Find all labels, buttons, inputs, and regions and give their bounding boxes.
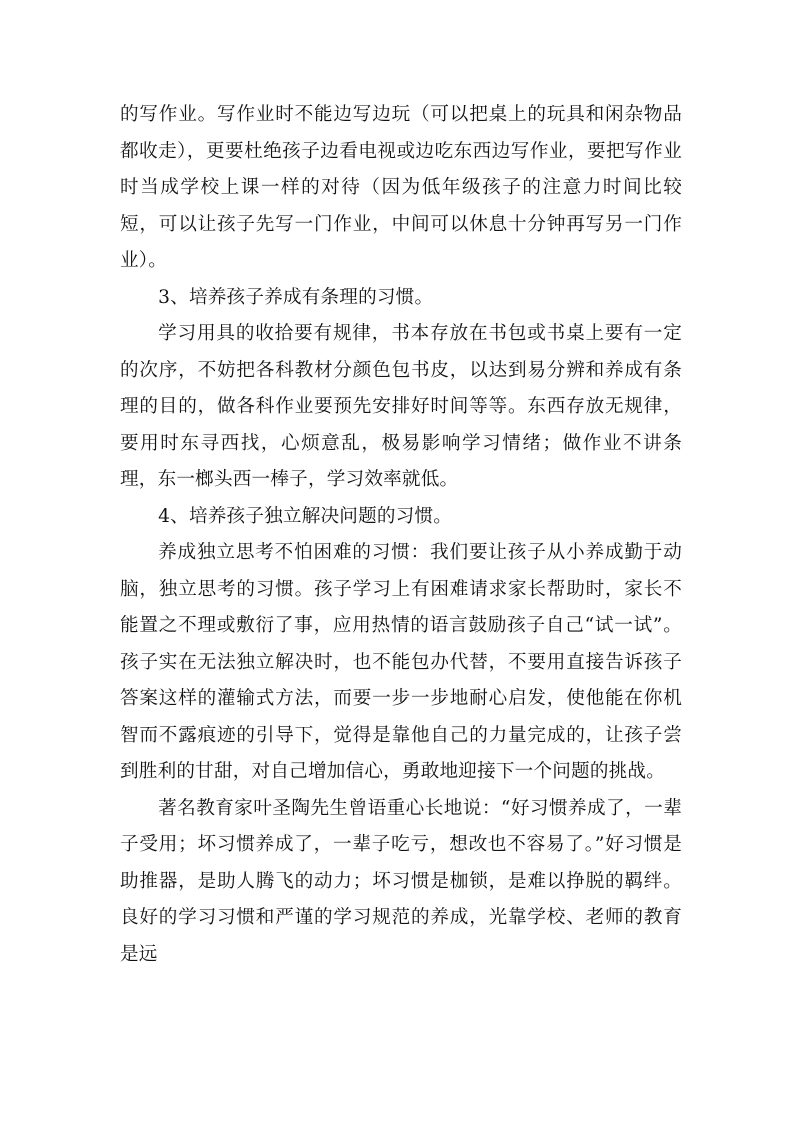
paragraph-independence: 养成独立思考不怕困难的习惯：我们要让孩子从小养成勤于动脑，独立思考的习惯。孩子学习上有困难请求家长帮助时，家长不能置之不理或敷衍了事，应用热情的语言鼓励孩子自己“试一试”。孩子实在无法独立解决时，也不能包办代替，不要用直接告诉孩子答案这样的灌输式方法，而要一步一步地耐心启发，使他能在你机智而不露痕迹的引导下，觉得是靠他自己的力量完成的，让孩子尝到胜利的甘甜，对自己增加信心，勇敢地迎接下一个问题的挑战。	[120, 542, 682, 782]
document-body	[120, 97, 682, 973]
section-heading-orderliness: 3、培养孩子养成有条理的习惯。	[158, 286, 434, 308]
paragraph-homework-habits: 的写作业。写作业时不能边写边玩（可以把桌上的玩具和闲杂物品都收走），更要杜绝孩子边看电视或边吃东西边写作业，要把写作业时当成学校上课一样的对待（因为低年级孩子的注意力时间比较短，可以让孩子先写一门作业，中间可以休息十分钟再写另一门作业）。	[120, 104, 682, 271]
section-heading-independence: 4、培养孩子独立解决问题的习惯。	[158, 505, 453, 527]
paragraph-orderliness: 学习用具的收拾要有规律，书本存放在书包或书桌上要有一定的次序，不妨把各科教材分颜色包书皮，以达到易分辨和养成有条理的目的，做各科作业要预先安排好时间等等。东西存放无规律，要用时东寻西找，心烦意乱，极易影响学习情绪；做作业不讲条理，东一榔头西一棒子，学习效率就低。	[120, 323, 682, 490]
paragraph-ye-shengtao-quote: 著名教育家叶圣陶先生曾语重心长地说：“好习惯养成了，一辈子受用；坏习惯养成了，一辈子吃亏，想改也不容易了。”好习惯是助推器，是助人腾飞的动力；坏习惯是枷锁，是难以挣脱的羁绊。良好的学习习惯和严谨的学习规范的养成，光靠学校、老师的教育是远	[120, 797, 682, 965]
